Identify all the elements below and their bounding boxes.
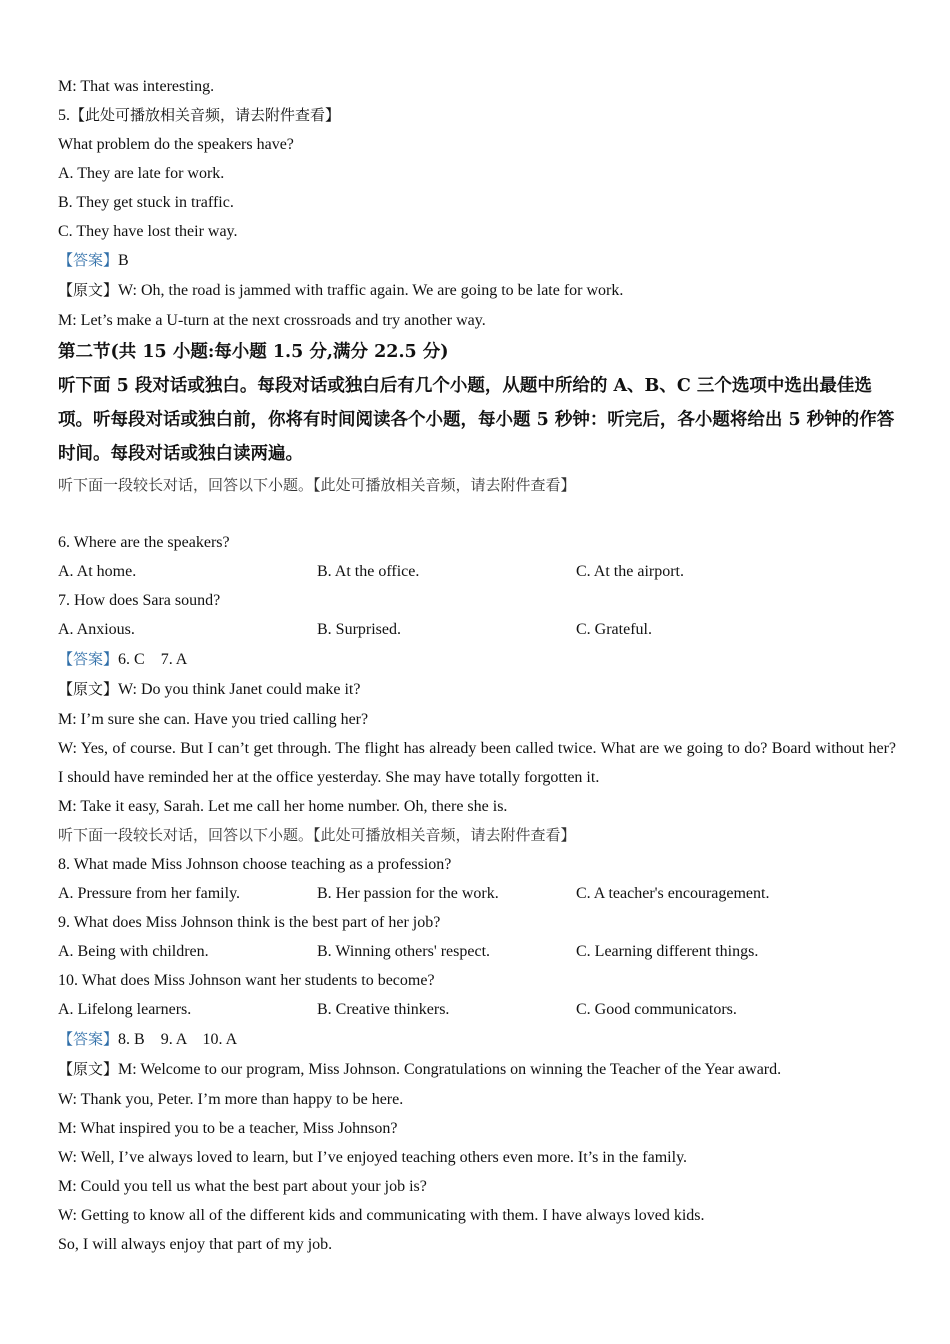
transcript-text: W: Oh, the road is jammed with traffic again. We are going to be late for work. <box>118 282 624 299</box>
question-7-options <box>58 615 896 644</box>
option-b: B. Winning others' respect. <box>317 943 491 960</box>
transcript-text: M: Welcome to our program, Miss Johnson. Congratulations on winning the Teacher of the Year award. <box>118 1061 782 1078</box>
option-a: A. They are late for work. <box>58 165 225 182</box>
transcript-label: 【原文】 <box>58 680 119 698</box>
answer-line <box>58 1025 896 1054</box>
question-7-text: 7. How does Sara sound? <box>58 592 221 609</box>
question-6-options <box>58 557 896 586</box>
transcript-label: 【原文】 <box>58 281 119 299</box>
blank-line <box>58 500 896 528</box>
question-8-options <box>58 879 896 908</box>
answer-value: 8. B 9. A 10. A <box>118 1031 238 1048</box>
option-b: B. At the office. <box>317 563 420 580</box>
answer-value: B <box>118 252 129 269</box>
transcript-line: M: Could you tell us what the best part about your job is? <box>58 1178 427 1195</box>
answer-line <box>58 246 896 275</box>
transcript-line: M: What inspired you to be a teacher, Miss Johnson? <box>58 1120 398 1137</box>
answer-value: 6. C 7. A <box>118 651 188 668</box>
option-a: A. Anxious. <box>58 621 135 638</box>
document-page <box>58 72 896 1259</box>
question-6-text: 6. Where are the speakers? <box>58 534 230 551</box>
transcript-line: M: Take it easy, Sarah. Let me call her home number. Oh, there she is. <box>58 798 508 815</box>
option-c: C. Good communicators. <box>576 1001 737 1018</box>
transcript-line: So, I will always enjoy that part of my job. <box>58 1236 333 1253</box>
option-c: C. A teacher's encouragement. <box>576 885 770 902</box>
answer-label: 【答案】 <box>58 251 119 269</box>
answer-label: 【答案】 <box>58 650 119 668</box>
question-5-text: What problem do the speakers have? <box>58 136 294 153</box>
transcript-line <box>58 675 896 704</box>
answer-label: 【答案】 <box>58 1030 119 1048</box>
option-c: C. At the airport. <box>576 563 684 580</box>
question-10-options <box>58 995 896 1024</box>
option-a: A. At home. <box>58 563 137 580</box>
transcript-line: W: Yes, of course. But I can’t get through. The flight has already been called twice. What are we going to do? Board without her? I should have reminded her at the office yesterday. She may have totally forgotten it. <box>58 740 896 786</box>
option-a: A. Lifelong learners. <box>58 1001 192 1018</box>
option-b: B. Surprised. <box>317 621 401 638</box>
listen-prompt[interactable]: 听下面一段较长对话，回答以下小题。【此处可播放相关音频，请去附件查看】 <box>58 476 576 494</box>
section-instructions: 听下面 5 段对话或独白。每段对话或独白后有几个小题，从题中所给的 A、B、C 三个选项中选出最佳选项。听每段对话或独白前，你将有时间阅读各个小题，每小题 5 秒钟：听完后，各小题将给出 5 秒钟的作答时间。每段对话或独白读两遍。 <box>58 376 895 464</box>
question-9-options <box>58 937 896 966</box>
transcript-line: W: Thank you, Peter. I’m more than happy to be here. <box>58 1091 404 1108</box>
listen-prompt[interactable]: 听下面一段较长对话，回答以下小题。【此处可播放相关音频，请去附件查看】 <box>58 826 576 844</box>
transcript-line: W: Well, I’ve always loved to learn, but I’ve enjoyed teaching others even more. It’s in the family. <box>58 1149 688 1166</box>
question-10-text: 10. What does Miss Johnson want her students to become? <box>58 972 435 989</box>
option-c: C. They have lost their way. <box>58 223 238 240</box>
option-a: A. Pressure from her family. <box>58 885 241 902</box>
transcript-line: W: Getting to know all of the different kids and communicating with them. I have always loved kids. <box>58 1207 705 1224</box>
transcript-line <box>58 1055 896 1084</box>
transcript-line: M: Let’s make a U-turn at the next crossroads and try another way. <box>58 312 486 329</box>
option-a: A. Being with children. <box>58 943 209 960</box>
transcript-text: W: Do you think Janet could make it? <box>118 681 361 698</box>
transcript-label: 【原文】 <box>58 1060 119 1078</box>
transcript-line: M: I’m sure she can. Have you tried calling her? <box>58 711 369 728</box>
audio-note[interactable]: 【此处可播放相关音频，请去附件查看】 <box>70 106 341 124</box>
option-b: B. They get stuck in traffic. <box>58 194 234 211</box>
dialogue-line: M: That was interesting. <box>58 78 215 95</box>
question-5-header <box>58 101 896 130</box>
option-c: C. Learning different things. <box>576 943 759 960</box>
answer-line <box>58 645 896 674</box>
option-b: B. Her passion for the work. <box>317 885 499 902</box>
question-number: 5. <box>58 107 70 124</box>
question-8-text: 8. What made Miss Johnson choose teaching as a profession? <box>58 856 452 873</box>
option-b: B. Creative thinkers. <box>317 1001 450 1018</box>
option-c: C. Grateful. <box>576 621 652 638</box>
section-title: 第二节(共 15 小题:每小题 1.5 分,满分 22.5 分) <box>58 342 449 362</box>
question-9-text: 9. What does Miss Johnson think is the best part of her job? <box>58 914 441 931</box>
transcript-line <box>58 276 896 305</box>
